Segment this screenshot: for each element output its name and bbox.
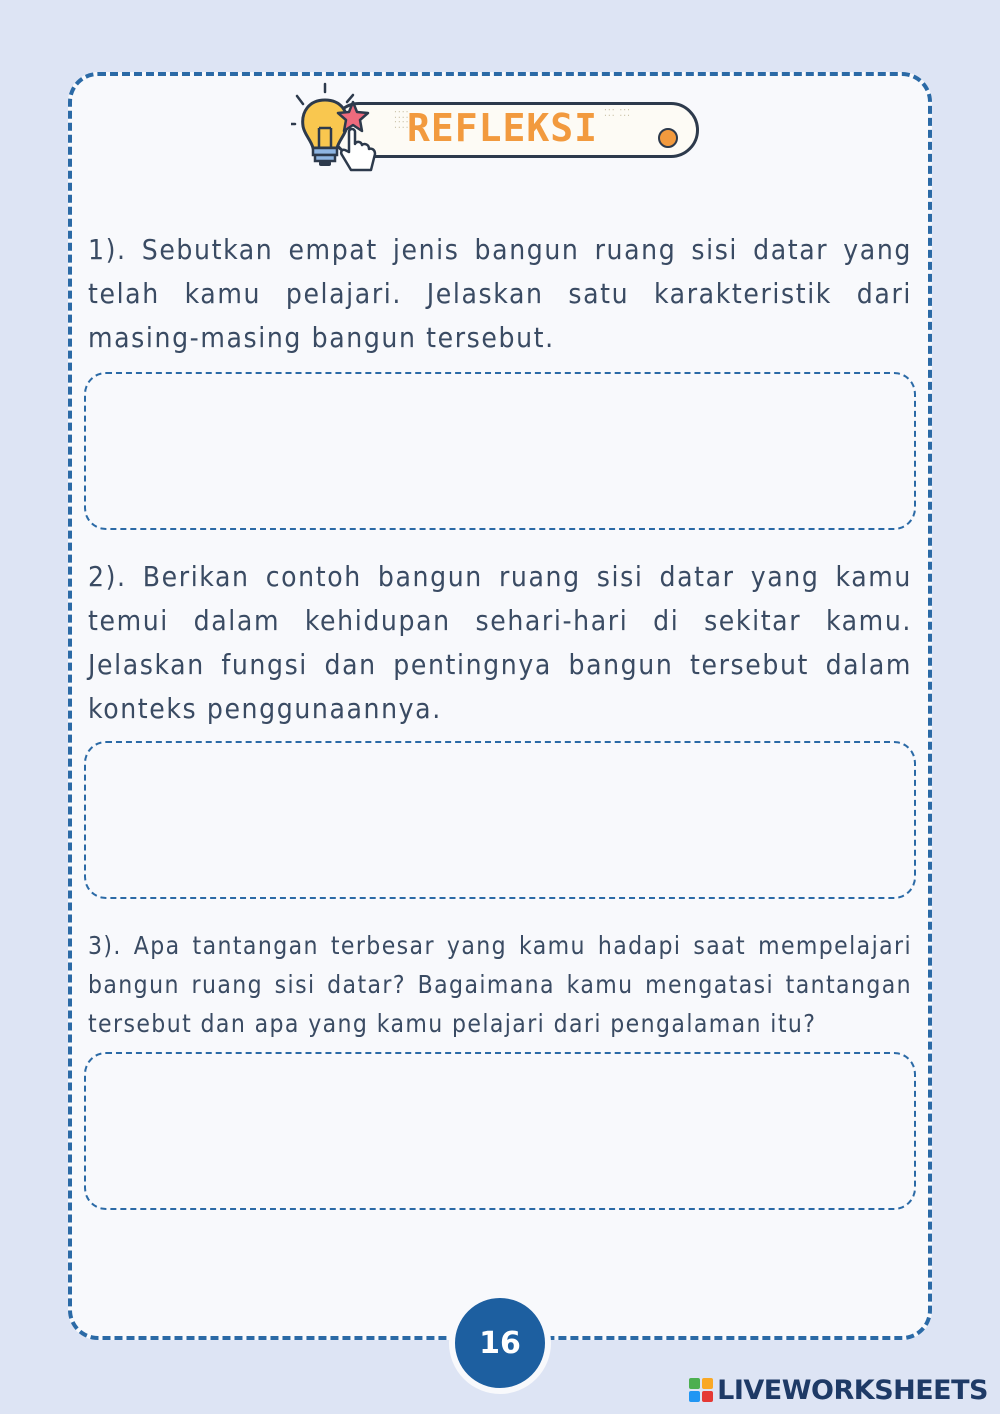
- page-title: REFLEKSI: [407, 106, 599, 150]
- liveworksheets-logo-icon: [689, 1378, 713, 1402]
- question-1-text: 1). Sebutkan empat jenis bangun ruang sisi datar yang telah kamu pelajari. Jelaskan satu karakteristik dari masing-masing bangun tersebut.: [88, 233, 912, 354]
- page-number-badge: 16: [449, 1292, 551, 1394]
- question-3-text: 3). Apa tantangan terbesar yang kamu hadapi saat mempelajari bangun ruang sisi datar? Bagaimana kamu mengatasi tantangan tersebut dan apa yang kamu pelajari dari pengalaman itu?: [88, 931, 912, 1038]
- banner-dot: [658, 128, 678, 148]
- answer-box-2[interactable]: [84, 741, 916, 899]
- question-2-text: 2). Berikan contoh bangun ruang sisi datar yang kamu temui dalam kehidupan sehari-hari di sekitar kamu. Jelaskan fungsi dan pentingnya bangun tersebut dalam konteks penggunaannya.: [88, 560, 912, 725]
- answer-box-3[interactable]: [84, 1052, 916, 1210]
- lightbulb-pointer-star-icon: [291, 82, 381, 178]
- banner-dots-decoration: ⁚⁚⁚⁚ ⁚⁚⁚⁚: [394, 110, 410, 131]
- liveworksheets-brand[interactable]: [689, 1374, 988, 1406]
- banner-dots-decoration: ⁚⁚⁚ ⁚⁚⁚: [604, 108, 631, 119]
- refleksi-banner: [295, 88, 705, 180]
- answer-box-1[interactable]: [84, 372, 916, 530]
- brand-name: LIVEWORKSHEETS: [717, 1374, 988, 1406]
